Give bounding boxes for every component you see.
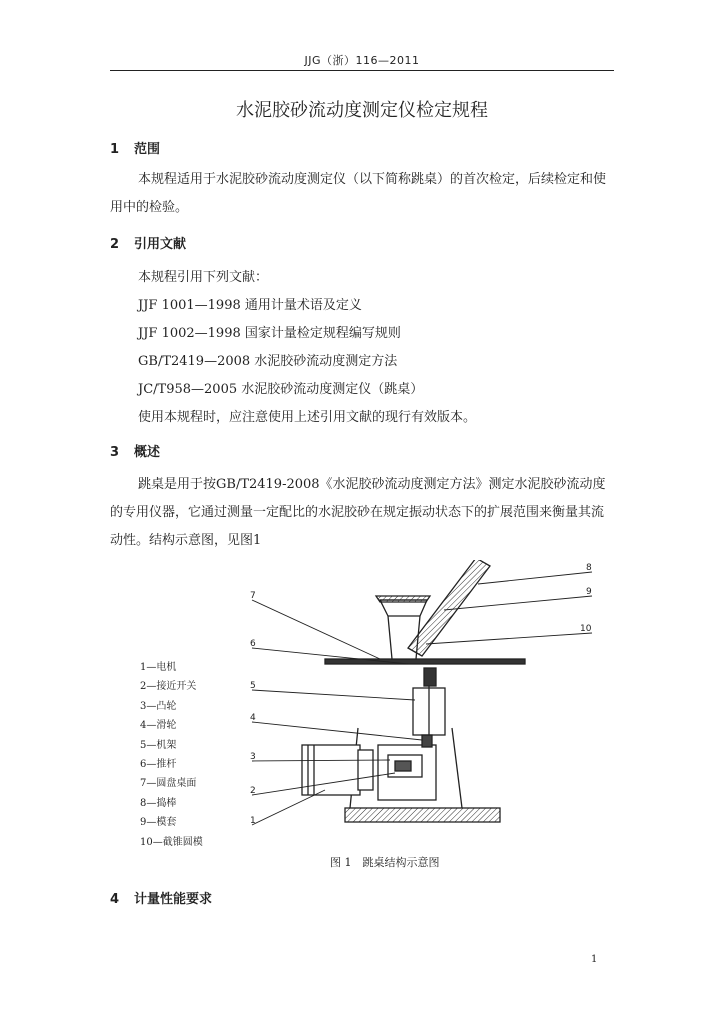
legend-item: 3—凸轮 [140,700,177,712]
figure-legend [140,658,203,852]
motor-flange [358,750,373,790]
leader-8 [478,572,592,584]
section-heading-2: 2 引用文献 [110,237,187,252]
motor-body [302,745,360,795]
callout-3: 3 [250,752,256,762]
leader-4 [252,722,422,740]
pulley [422,735,432,747]
callout-6: 6 [250,639,256,649]
callout-5: 5 [250,681,256,691]
section-heading-1: 1 范围 [110,142,161,157]
ref-item: JJF 1001—1998 通用计量术语及定义 [138,298,362,313]
legend-item: 7—圆盘桌面 [140,778,197,790]
section-heading-4: 4 计量性能要求 [110,892,213,907]
page-number: 1 [591,954,598,965]
figure-caption: 图 1 跳桌结构示意图 [330,856,440,869]
ref-item: JC/T958—2005 水泥胶砂流动度测定仪（跳桌） [138,382,424,397]
legend-item: 5—机架 [140,739,177,751]
legend-item: 4—滑轮 [140,720,177,732]
callout-8: 8 [586,563,592,573]
mould-sleeve [376,596,430,602]
legend-item: 10—截锥圆模 [140,836,203,848]
callout-2: 2 [250,786,256,796]
legend-item: 8—捣棒 [140,797,177,809]
push-rod-collar [424,668,436,686]
refs-note: 使用本规程时，应注意使用上述引用文献的现行有效版本。 [138,410,477,425]
legend-item: 6—推杆 [140,759,177,771]
header-rule [110,70,614,71]
jump-table-diagram [230,560,610,840]
leader-5 [252,690,415,700]
scope-paragraph: 本规程适用于水泥胶砂流动度测定仪（以下简称跳桌）的首次检定，后续检定和使用中的检验。 [110,172,607,215]
base-plate [345,808,500,822]
leader-1 [252,790,325,825]
legend-item: 1—电机 [140,662,177,673]
cam-core [395,761,411,771]
callout-7: 7 [250,591,256,601]
document-code: JJG（浙）116—2011 [304,54,420,67]
callout-4: 4 [250,713,256,723]
frame-right-leg [452,728,462,808]
page-title: 水泥胶砂流动度测定仪检定规程 [236,100,488,121]
overview-paragraph: 跳桌是用于按GB/T2419-2008《水泥胶砂流动度测定方法》测定水泥胶砂流动度的专用仪器，它通过测量一定配比的水泥胶砂在规定振动状态下的扩展范围来衡量其流动性。结构示意图，见图1 [110,477,606,548]
callout-9: 9 [586,587,592,597]
callout-1: 1 [250,816,256,826]
ref-item: JJF 1002—1998 国家计量检定规程编写规则 [138,326,401,341]
leader-10 [426,633,592,644]
callout-10: 10 [580,624,592,634]
section-heading-3: 3 概述 [110,445,161,460]
ref-item: GB/T2419—2008 水泥胶砂流动度测定方法 [138,354,398,369]
disc-table [325,659,525,664]
legend-item: 2—接近开关 [140,681,197,693]
legend-item: 9—模套 [140,817,177,829]
refs-intro: 本规程引用下列文献： [138,270,269,285]
